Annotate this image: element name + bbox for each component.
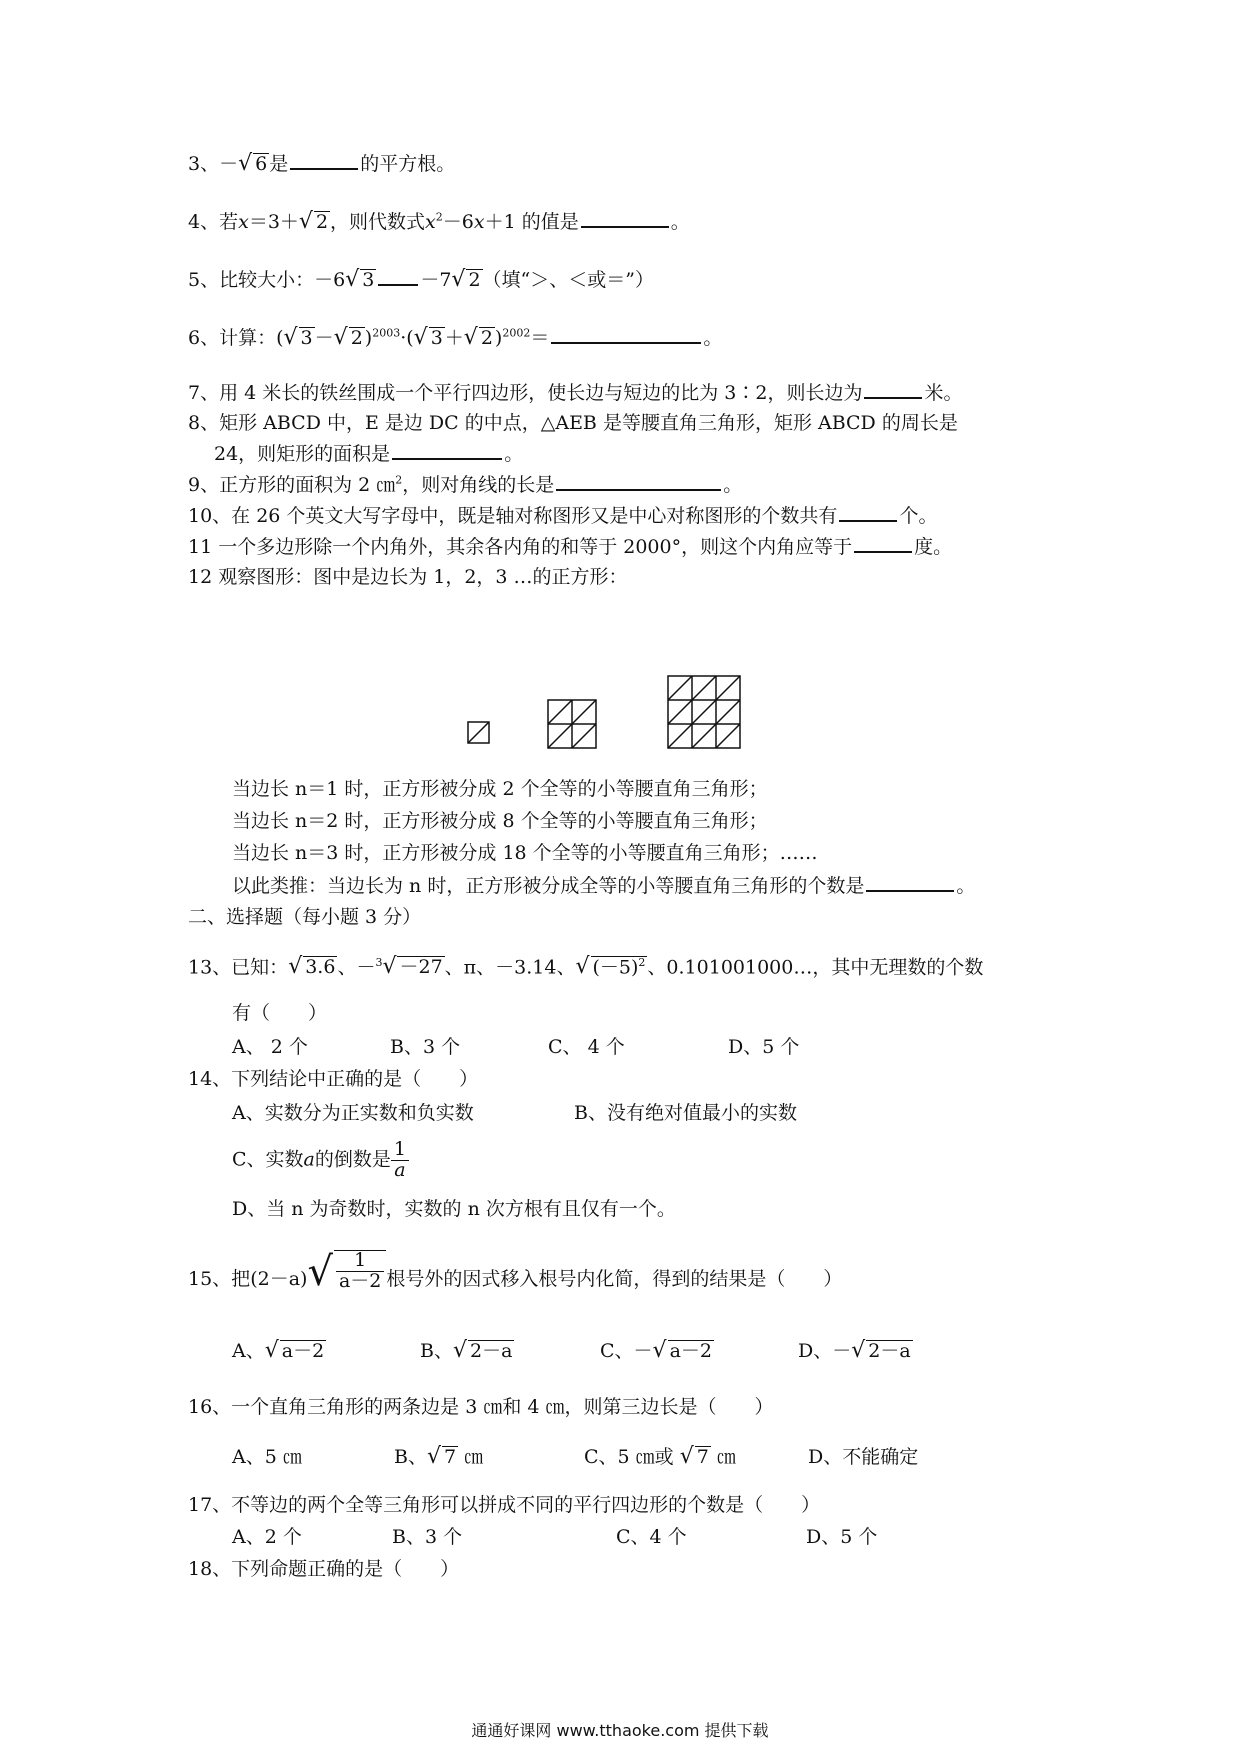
question-17: 17、不等边的两个全等三角形可以拼成不同的平行四边形的个数是（ ）: [188, 1494, 821, 1516]
option-c[interactable]: C、实数a的倒数是 $\frac{1}{a}$: [232, 1140, 409, 1181]
option-b[interactable]: B、 √ 7 ㎝: [394, 1444, 484, 1469]
question-9: 9、正方形的面积为 2 ㎝$^2$，则对角线的长是 。: [188, 473, 743, 496]
square-diagrams: [0, 0, 1240, 760]
option-b[interactable]: B、3 个: [392, 1526, 463, 1548]
sqrt-expression: √ 6: [238, 151, 268, 176]
question-11: 11 一个多边形除一个内角外，其余各内角的和等于 2000°，则这个内角应等于 度。: [188, 536, 953, 558]
question-8-line-1: 8、矩形 ABCD 中，E 是边 DC 的中点，△AEB 是等腰直角三角形，矩形 ABCD 的周长是: [188, 412, 958, 434]
fraction: $\frac{1}{a}$: [391, 1140, 409, 1181]
option-d[interactable]: D、当 n 为奇数时，实数的 n 次方根有且仅有一个。: [232, 1198, 676, 1220]
question-5: 5、比较大小：－6 √ 3 －7 √ 2 （填“＞、＜或＝”）: [188, 267, 654, 292]
option-b[interactable]: B、没有绝对值最小的实数: [574, 1102, 797, 1124]
sqrt-expression: √ 3: [345, 267, 375, 292]
section-heading: 二、选择题（每小题 3 分）: [188, 906, 422, 928]
square-n1: [468, 722, 489, 743]
option-a[interactable]: A、 2 个: [232, 1036, 308, 1058]
option-c[interactable]: C、 4 个: [548, 1036, 625, 1058]
sqrt-expression: √ 2: [298, 209, 329, 234]
option-d[interactable]: D、不能确定: [808, 1446, 919, 1468]
question-18: 18、下列命题正确的是（ ）: [188, 1558, 460, 1580]
option-c[interactable]: C、5 ㎝或 √ 7 ㎝: [584, 1444, 736, 1469]
question-12: 12 观察图形：图中是边长为 1，2，3 …的正方形：: [188, 566, 628, 588]
question-7: 7、用 4 米长的铁丝围成一个平行四边形，使长边与短边的比为 3∶2，则长边为 米。: [188, 382, 963, 404]
question-3: 3、－ √ 6 是 的平方根。: [188, 151, 456, 176]
sqrt-fraction: √ $\frac{1}{a-2}$: [307, 1250, 386, 1292]
option-a[interactable]: A、2 个: [232, 1526, 302, 1548]
option-c[interactable]: C、4 个: [616, 1526, 687, 1548]
option-d[interactable]: D、5 个: [728, 1036, 800, 1058]
option-a[interactable]: A、 √ a－2: [232, 1338, 325, 1363]
option-d[interactable]: D、－ √ 2－a: [798, 1338, 911, 1363]
question-8-line-2: 24，则矩形的面积是 。: [214, 443, 524, 465]
question-12-general: 以此类推：当边长为 n 时，正方形被分成全等的小等腰直角三角形的个数是 。: [232, 875, 976, 897]
option-d[interactable]: D、5 个: [806, 1526, 878, 1548]
sqrt-expression: √ 2: [451, 267, 481, 292]
option-b[interactable]: B、3 个: [390, 1036, 461, 1058]
square-n2: [548, 700, 596, 748]
option-b[interactable]: B、 √ 2－a: [420, 1338, 513, 1363]
question-16: 16、一个直角三角形的两条边是 3 ㎝和 4 ㎝，则第三边长是（ ）: [188, 1396, 774, 1418]
question-12-case-1: 当边长 n＝1 时，正方形被分成 2 个全等的小等腰直角三角形；: [232, 778, 768, 800]
square-n3: [668, 676, 740, 748]
question-14: 14、下列结论中正确的是（ ）: [188, 1068, 479, 1090]
option-a[interactable]: A、实数分为正实数和负实数: [232, 1102, 474, 1124]
question-4: 4、若x＝3＋ √ 2 ，则代数式$x^2-6x+1$ 的值是 。: [188, 209, 690, 234]
question-12-case-3: 当边长 n＝3 时，正方形被分成 18 个全等的小等腰直角三角形；……: [232, 842, 818, 864]
question-13: 13、已知： √ 3.6 、－$^3$ √ －27 、π、－3.14、 √ $(-5)^2$ 、0.101001000…，其中无理数的个数: [188, 954, 984, 980]
option-c[interactable]: C、－ √ a－2: [600, 1338, 712, 1363]
question-15: 15、把(2－a) √ $\frac{1}{a-2}$ 根号外的因式移入根号内化简，得到的结果是（ ）: [188, 1248, 843, 1295]
question-13-line-2: 有（ ）: [232, 1002, 328, 1024]
question-10: 10、在 26 个英文大写字母中，既是轴对称图形又是中心对称图形的个数共有 个。: [188, 505, 938, 527]
question-12-case-2: 当边长 n＝2 时，正方形被分成 8 个全等的小等腰直角三角形；: [232, 810, 768, 832]
question-6: 6、计算：( √ 3 － √ 2 )$^{2003}$·( √ 3 ＋ √ 2 )$^{2002}$＝ 。: [188, 325, 723, 350]
option-a[interactable]: A、5 ㎝: [232, 1446, 302, 1468]
answer-blank: [866, 874, 954, 892]
footer: 通通好课网 www.tthaoke.com 提供下载: [471, 1721, 769, 1740]
